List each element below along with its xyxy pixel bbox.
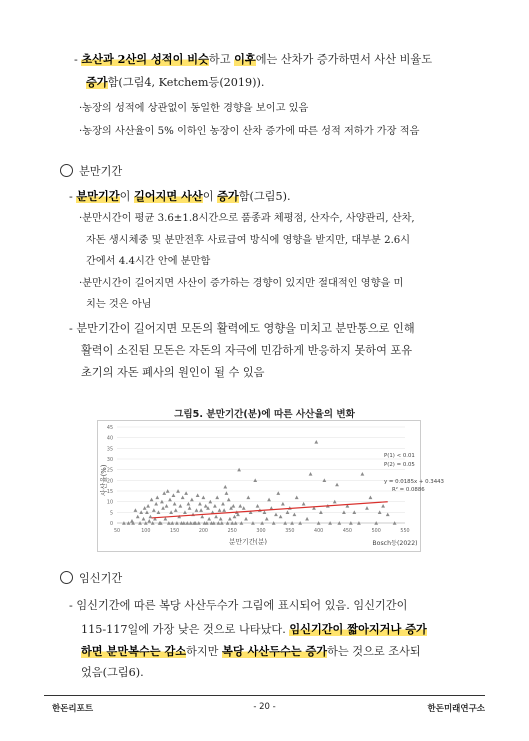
footer-page-number: - 20 - bbox=[253, 702, 276, 712]
x-axis-label: 분만기간(분) bbox=[228, 538, 268, 546]
y-tick-label: 30 bbox=[106, 458, 113, 463]
section1-bullet-line: 자돈 생시체중 및 분만전후 사료급여 방식에 영향을 받지만, 대부분 2.6시 bbox=[86, 235, 411, 246]
x-tick-label: 350 bbox=[285, 529, 295, 534]
y-tick-label: 10 bbox=[106, 500, 113, 506]
x-tick-label: 450 bbox=[342, 529, 352, 534]
y-tick-label: 5 bbox=[109, 511, 113, 517]
y-axis-label: 사산율(%) bbox=[100, 464, 108, 497]
y-tick-label: 40 bbox=[106, 436, 113, 442]
footer-right: 한돈미래연구소 bbox=[427, 704, 485, 714]
y-tick-label: 20 bbox=[106, 479, 113, 485]
stat-p2: P(2) = 0.05 bbox=[384, 462, 415, 468]
y-tick-label: 35 bbox=[106, 447, 113, 453]
section2-line: - 임신기간에 따른 복당 사산두수가 그림에 표시되어 있음. 임신기간이 bbox=[69, 599, 408, 612]
section-heading-gestation: 임신기간 bbox=[60, 571, 122, 587]
section1-paragraph-line: 활력이 소진된 모돈은 자돈의 자극에 민감하게 반응하지 못하여 포유 bbox=[81, 344, 413, 357]
stat-equation: y = 0.0185x + 0.3443 bbox=[384, 479, 444, 485]
block1-bullet: ·농장의 사산율이 5% 이하인 농장이 산차 증가에 따른 성적 저하가 가장 적음 bbox=[79, 126, 420, 137]
figure-source: Bosch등(2022) bbox=[372, 540, 418, 547]
footer-left: 한돈리포트 bbox=[52, 704, 94, 714]
x-tick-label: 300 bbox=[256, 529, 266, 534]
section1-paragraph-line: - 분만기간이 길어지면 모돈의 활력에도 영향을 미치고 분만통으로 인해 bbox=[69, 322, 415, 335]
y-tick-label: 45 bbox=[106, 426, 113, 431]
section1-paragraph-line: 초기의 자돈 폐사의 원인이 될 수 있음 bbox=[81, 366, 265, 379]
scatter-chart bbox=[97, 420, 444, 552]
x-tick-label: 200 bbox=[198, 529, 208, 534]
circle-bullet-icon bbox=[60, 164, 73, 177]
x-tick-label: 50 bbox=[113, 529, 121, 534]
x-tick-label: 400 bbox=[314, 529, 324, 534]
footer-rule bbox=[44, 695, 485, 696]
block1-line1: - 초산과 2산의 성적이 비슷하고 이후에는 산차가 증가하면서 사산 비율도 bbox=[74, 52, 433, 66]
x-tick-label: 550 bbox=[400, 529, 410, 534]
section-heading-calving: 분만기간 bbox=[60, 164, 122, 180]
section1-bullet-line: ·분만시간이 평균 3.6±1.8시간으로 품종과 체평점, 산자수, 사양관리, 산차, bbox=[79, 213, 415, 224]
stat-r2: R² = 0.0886 bbox=[392, 487, 425, 493]
block1-line2: 증가함(그림4, Ketchem등(2019)). bbox=[86, 75, 265, 89]
stat-p1: P(1) < 0.01 bbox=[384, 453, 415, 459]
y-tick-label: 0 bbox=[109, 522, 113, 527]
circle-bullet-icon bbox=[60, 571, 73, 584]
section2-line: 115-117일에 가장 낮은 것으로 나타났다. 임신기간이 짧아지거나 증가 bbox=[81, 622, 427, 636]
y-tick-label: 15 bbox=[106, 490, 113, 495]
section1-lead: - 분만기간이 길어지면 사산이 증가함(그림5). bbox=[69, 189, 291, 203]
x-tick-label: 250 bbox=[227, 529, 237, 534]
section1-bullet-line: ·분만시간이 길어지면 사산이 증가하는 경향이 있지만 절대적인 영향을 미 bbox=[79, 278, 404, 289]
x-tick-label: 150 bbox=[170, 529, 180, 534]
figure-title: 그림5. 분만기간(분)에 따른 사산율의 변화 bbox=[174, 409, 355, 420]
section2-line: 하면 분만복수는 감소하지만 복당 사산두수는 증가하는 것으로 조사되 bbox=[81, 644, 421, 658]
y-tick-label: 25 bbox=[106, 468, 113, 474]
x-tick-label: 100 bbox=[141, 529, 151, 534]
block1-bullet: ·농장의 성적에 상관없이 동일한 경향을 보이고 있음 bbox=[79, 103, 309, 114]
section2-line: 었음(그림6). bbox=[81, 666, 144, 679]
section1-bullet-line: 치는 것은 아님 bbox=[86, 299, 152, 310]
section1-bullet-line: 간에서 4.4시간 안에 분만함 bbox=[86, 256, 211, 267]
x-tick-label: 500 bbox=[371, 529, 381, 534]
